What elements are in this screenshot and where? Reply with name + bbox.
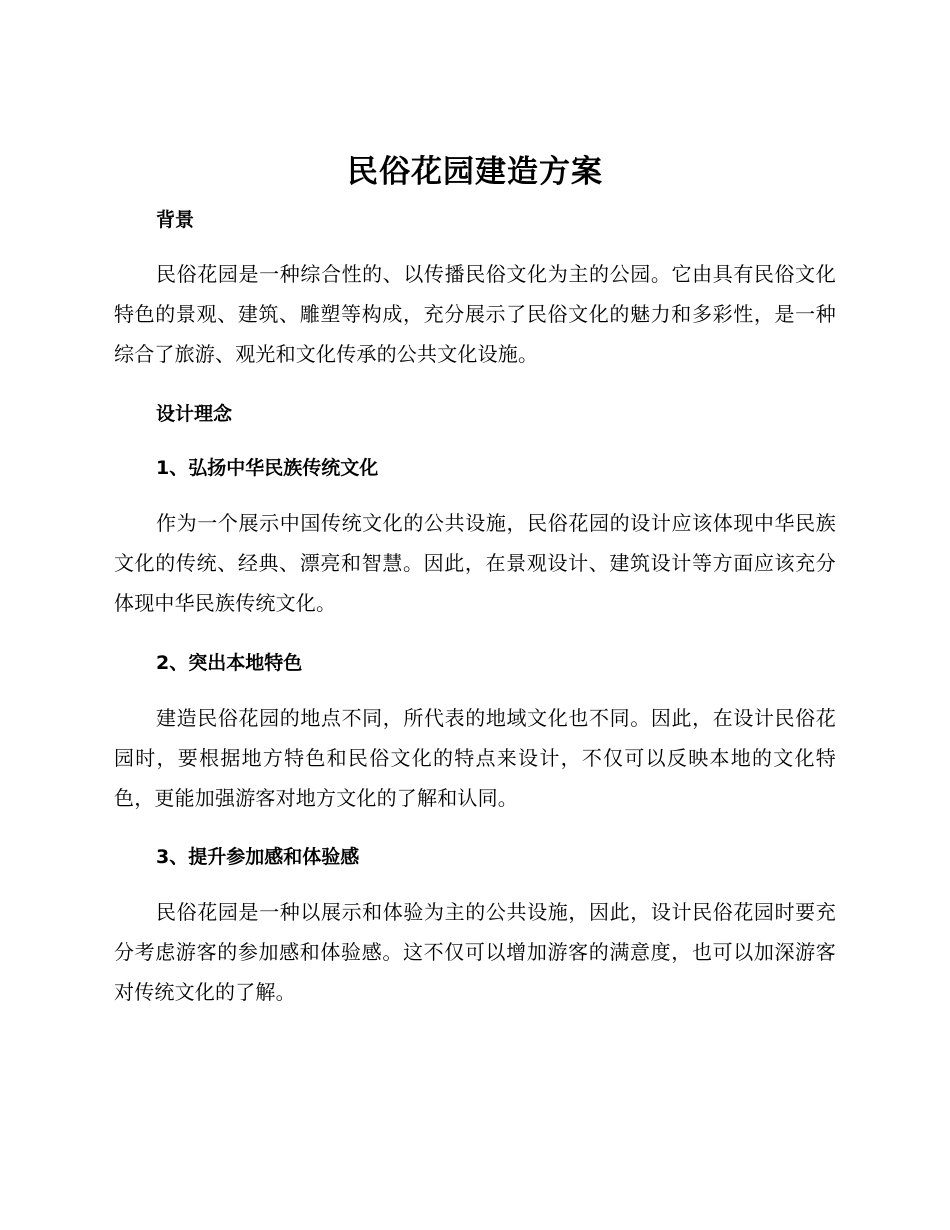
design-concept-heading: 设计理念 (156, 403, 233, 425)
section-3-heading: 3、提升参加感和体验感 (156, 846, 360, 868)
section-2-paragraph: 建造民俗花园的地点不同，所代表的地域文化也不同。因此，在设计民俗花园时，要根据地方特色和民俗文化的特点来设计，不仅可以反映本地的文化特色，更能加强游客对地方文化的了解和认同。 (114, 706, 836, 810)
background-heading: 背景 (156, 209, 195, 231)
section-1-paragraph: 作为一个展示中国传统文化的公共设施，民俗花园的设计应该体现中华民族文化的传统、经典、漂亮和智慧。因此，在景观设计、建筑设计等方面应该充分体现中华民族传统文化。 (114, 511, 836, 615)
section-3-paragraph: 民俗花园是一种以展示和体验为主的公共设施，因此，设计民俗花园时要充分考虑游客的参加感和体验感。这不仅可以增加游客的满意度，也可以加深游客对传统文化的了解。 (114, 900, 836, 1004)
background-paragraph: 民俗花园是一种综合性的、以传播民俗文化为主的公园。它由具有民俗文化特色的景观、建筑、雕塑等构成，充分展示了民俗文化的魅力和多彩性，是一种综合了旅游、观光和文化传承的公共文化设施。 (114, 262, 836, 366)
section-2-heading: 2、突出本地特色 (156, 652, 303, 674)
section-1-heading: 1、弘扬中华民族传统文化 (156, 457, 379, 479)
page-title: 民俗花园建造方案 (347, 154, 603, 190)
